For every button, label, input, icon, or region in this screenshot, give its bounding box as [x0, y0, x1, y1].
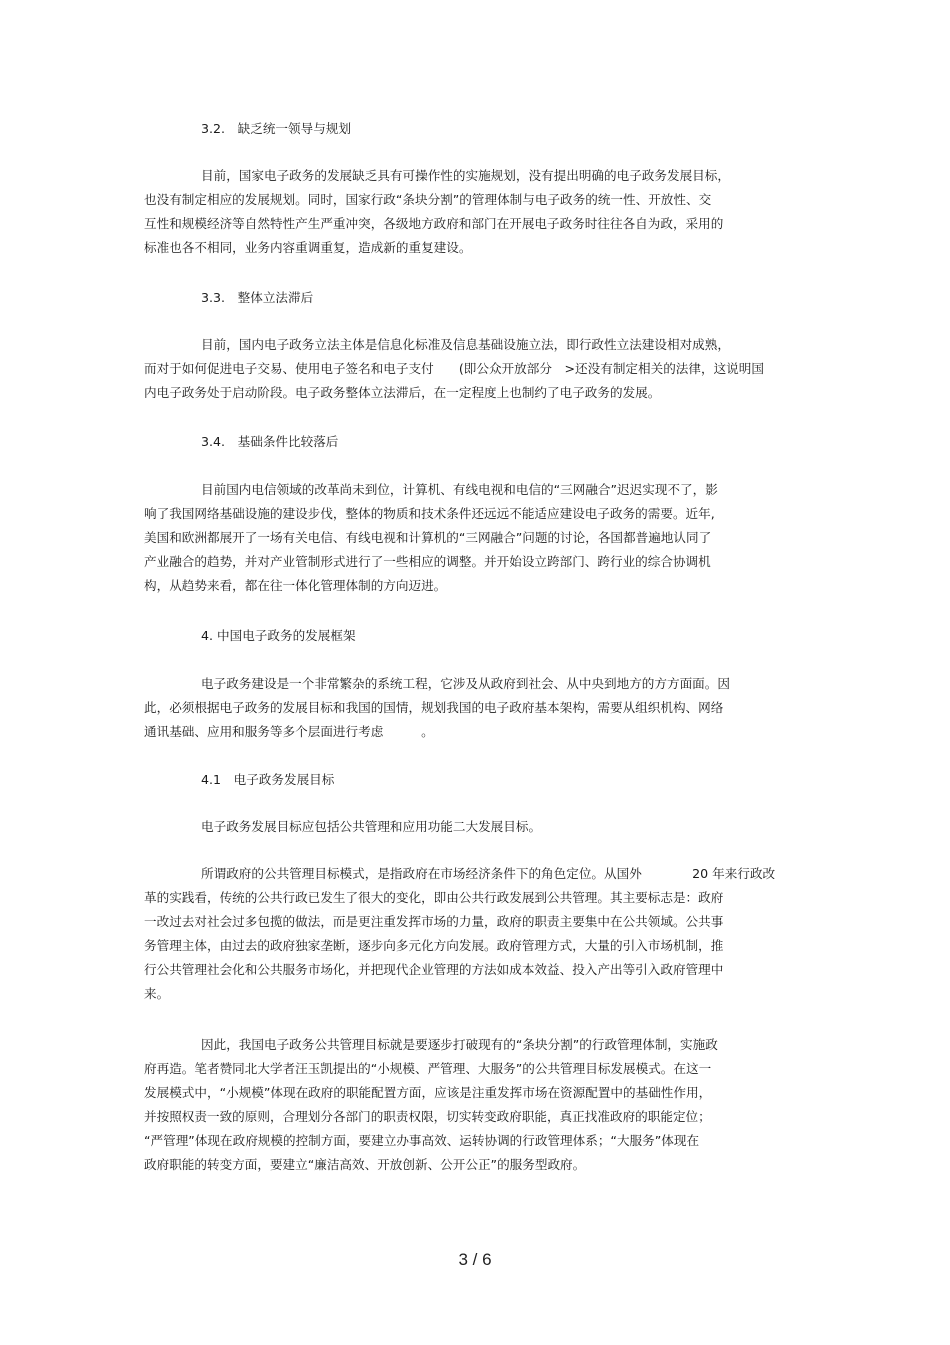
paragraph-line: 此，必须根据电子政务的发展目标和我国的国情，规划我国的电子政府基本架构，需要从组织机构、网络 [144, 700, 724, 715]
paragraph-line: 而对于如何促进电子交易、使用电子签名和电子支付 (即公众开放部分 >还没有制定相关的法律，这说明国 [144, 361, 764, 376]
paragraph-line: 目前，国内电子政务立法主体是信息化标准及信息基础设施立法，即行政性立法建设相对成熟， [201, 337, 730, 352]
paragraph-line: 目前国内电信领域的改革尚未到位，计算机、有线电视和电信的“三网融合”迟迟实现不了，影 [201, 482, 718, 497]
section-heading: 4.1 电子政务发展目标 [201, 772, 335, 787]
page-number: 3 / 6 [458, 1250, 492, 1269]
paragraph-line: 因此，我国电子政务公共管理目标就是要逐步打破现有的“条块分割”的行政管理体制，实施政 [201, 1037, 718, 1052]
paragraph-line: 通讯基础、应用和服务等多个层面进行考虑 。 [144, 724, 434, 739]
paragraph-line: 发展模式中，“小规模”体现在政府的职能配置方面，应该是注重发挥市场在资源配置中的基础性作用， [144, 1085, 712, 1100]
section-heading: 3.3. 整体立法滞后 [201, 290, 314, 305]
paragraph-line: 行公共管理社会化和公共服务市场化，并把现代企业管理的方法如成本效益、投入产出等引入政府管理中 [144, 962, 724, 977]
paragraph-line: 所谓政府的公共管理目标模式，是指政府在市场经济条件下的角色定位。从国外 20 年来行政改 [201, 866, 776, 881]
section-heading: 3.2. 缺乏统一领导与规划 [201, 121, 351, 136]
paragraph-line: “严管理”体现在政府规模的控制方面，要建立办事高效、运转协调的行政管理体系；“大服务”体现在 [144, 1133, 700, 1148]
paragraph-line: 目前，国家电子政务的发展缺乏具有可操作性的实施规划，没有提出明确的电子政务发展目标， [201, 168, 730, 183]
paragraph-line: 响了我国网络基础设施的建设步伐，整体的物质和技术条件还远远不能适应建设电子政务的需要。近年, [144, 506, 715, 521]
paragraph-line: 构，从趋势来看，都在往一体化管理体制的方向迈进。 [144, 578, 447, 593]
paragraph-line: 互性和规模经济等自然特性产生严重冲突，各级地方政府和部门在开展电子政务时往往各自为政，采用的 [144, 216, 724, 231]
paragraph-line: 也没有制定相应的发展规划。同时，国家行政“条块分割”的管理体制与电子政务的统一性、开放性、交 [144, 192, 712, 207]
paragraph-line: 革的实践看，传统的公共行政已发生了很大的变化，即由公共行政发展到公共管理。其主要标志是：政府 [144, 890, 724, 905]
paragraph-line: 内电子政务处于启动阶段。电子政务整体立法滞后，在一定程度上也制约了电子政务的发展。 [144, 385, 661, 400]
paragraph-line: 电子政务发展目标应包括公共管理和应用功能二大发展目标。 [201, 819, 542, 834]
paragraph-line: 电子政务建设是一个非常繁杂的系统工程，它涉及从政府到社会、从中央到地方的方方面面。因 [201, 676, 730, 691]
paragraph-line: 标准也各不相同，业务内容重调重复，造成新的重复建设。 [144, 240, 472, 255]
paragraph-line: 来。 [144, 986, 170, 1001]
section-heading: 3.4. 基础条件比较落后 [201, 434, 339, 449]
paragraph-line: 府再造。笔者赞同北大学者汪玉凯提出的“小规模、严管理、大服务”的公共管理目标发展模式。在这一 [144, 1061, 712, 1076]
paragraph-line: 美国和欧洲都展开了一场有关电信、有线电视和计算机的“三网融合”问题的讨论，各国都普遍地认同了 [144, 530, 712, 545]
paragraph-line: 务管理主体，由过去的政府独家垄断，逐步向多元化方向发展。政府管理方式，大量的引入市场机制，推 [144, 938, 724, 953]
section-heading: 4. 中国电子政务的发展框架 [201, 628, 356, 643]
paragraph-line: 产业融合的趋势，并对产业管制形式进行了一些相应的调整。并开始设立跨部门、跨行业的综合协调机 [144, 554, 711, 569]
paragraph-line: 并按照权责一致的原则，合理划分各部门的职责权限，切实转变政府职能，真正找准政府的职能定位； [144, 1109, 711, 1124]
paragraph-line: 一改过去对社会过多包揽的做法，而是更注重发挥市场的力量，政府的职责主要集中在公共领域。公共事 [144, 914, 724, 929]
paragraph-line: 政府职能的转变方面，要建立“廉洁高效、开放创新、公开公正”的服务型政府。 [144, 1157, 586, 1172]
